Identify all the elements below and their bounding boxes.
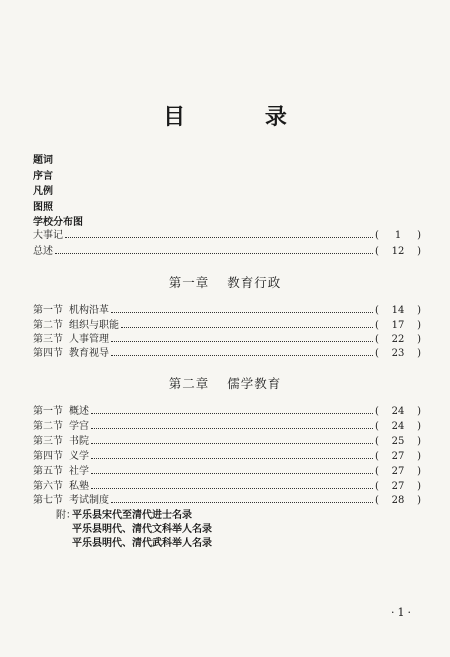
toc-section: 第三节 书院 ( 25 ) [33, 436, 421, 447]
toc-section: 第二节 组织与职能 ( 17 ) [33, 320, 421, 331]
entry-page: ( 12 ) [375, 246, 421, 257]
toc-section: 第六节 私塾 ( 27 ) [33, 481, 421, 492]
toc-section: 第五节 社学 ( 27 ) [33, 466, 421, 477]
entry-name: 大事记 [33, 230, 63, 241]
toc-entry-chronicle [33, 229, 421, 242]
appendix-item: 附：平乐县宋代至清代进士名录 [56, 510, 192, 521]
toc-section: 第四节 教育视导 ( 23 ) [33, 348, 421, 359]
toc-section: 第三节 人事管理 ( 22 ) [33, 334, 421, 345]
page-title: 目 录 [163, 104, 323, 130]
page-number: ·1· [391, 606, 414, 619]
appendix-list [56, 509, 212, 551]
toc-section: 第四节 义学 ( 27 ) [33, 451, 421, 462]
front-matter-item: 学校分布图 [33, 217, 83, 228]
appendix-item: 平乐县明代、清代文科举人名录 [72, 524, 212, 535]
front-matter-item: 序言 [33, 170, 53, 182]
front-matter-item: 凡例 [33, 186, 53, 197]
toc-entry-overview [33, 245, 421, 258]
entry-page: ( 1 ) [375, 230, 421, 241]
toc-section: 第一节 概述 ( 24 ) [33, 406, 421, 417]
leader-dots [65, 229, 373, 238]
toc-section: 第二节 学宫 ( 24 ) [33, 421, 421, 432]
chapter-heading: 第一章 教育行政 [168, 275, 282, 290]
chapter-heading: 第二章 儒学教育 [168, 376, 282, 391]
entry-name: 总述 [33, 246, 53, 257]
toc-section: 第一节 机构沿革 ( 14 ) [33, 305, 421, 316]
front-matter-item: 题词 [33, 155, 53, 166]
appendix-label: 附： [56, 510, 76, 521]
toc-section: 第七节 考试制度 ( 28 ) [33, 495, 421, 506]
front-matter-list [33, 153, 83, 231]
leader-dots [55, 245, 373, 254]
front-matter-item: 图照 [33, 201, 53, 213]
appendix-item: 平乐县明代、清代武科举人名录 [72, 538, 212, 549]
